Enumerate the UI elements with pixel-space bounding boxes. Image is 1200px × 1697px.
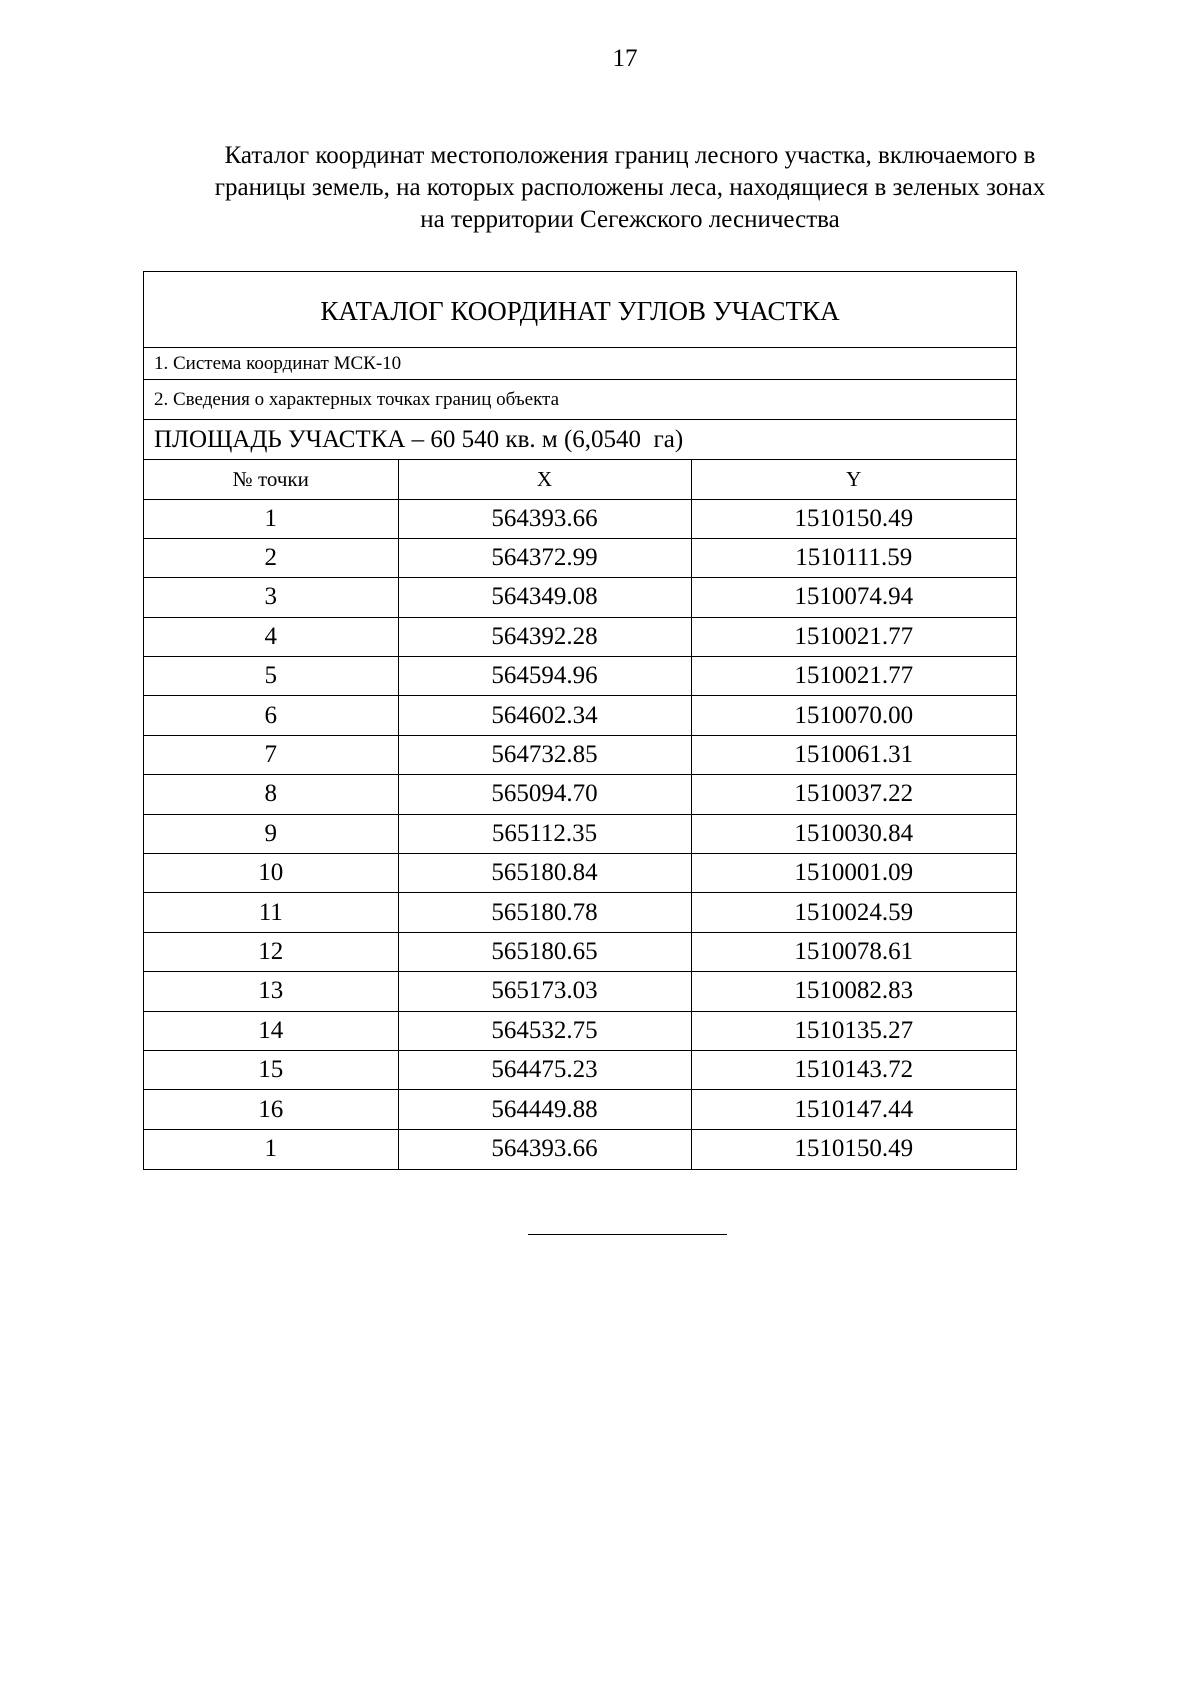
table-row <box>144 657 1016 696</box>
point-number-cell: 1 <box>144 1129 398 1168</box>
coordinates-table <box>144 460 1016 1169</box>
point-number-cell: 15 <box>144 1050 398 1089</box>
column-header-y: Y <box>691 460 1016 499</box>
point-number-cell: 13 <box>144 972 398 1011</box>
table-row <box>144 1090 1016 1129</box>
y-coordinate-cell: 1510111.59 <box>691 538 1016 577</box>
point-number-cell: 9 <box>144 814 398 853</box>
document-title-line: границы земель, на которых расположены леса, находящиеся в зеленых зонах <box>214 174 1046 201</box>
x-coordinate-cell: 565180.84 <box>398 854 691 893</box>
x-coordinate-cell: 564449.88 <box>398 1090 691 1129</box>
column-header-x: X <box>398 460 691 499</box>
table-row <box>144 1129 1016 1168</box>
y-coordinate-cell: 1510001.09 <box>691 854 1016 893</box>
document-title-line: на территории Сегежского лесничества <box>420 206 840 233</box>
point-number-cell: 11 <box>144 893 398 932</box>
y-coordinate-cell: 1510143.72 <box>691 1050 1016 1089</box>
table-row <box>144 617 1016 656</box>
x-coordinate-cell: 564392.28 <box>398 617 691 656</box>
x-coordinate-cell: 565180.78 <box>398 893 691 932</box>
y-coordinate-cell: 1510030.84 <box>691 814 1016 853</box>
point-number-cell: 7 <box>144 735 398 774</box>
table-row <box>144 775 1016 814</box>
document-title <box>140 140 1120 236</box>
column-header-point: № точки <box>144 460 398 499</box>
table-row <box>144 932 1016 971</box>
y-coordinate-cell: 1510074.94 <box>691 578 1016 617</box>
point-number-cell: 14 <box>144 1011 398 1050</box>
point-number-cell: 12 <box>144 932 398 971</box>
table-row <box>144 1050 1016 1089</box>
table-row <box>144 893 1016 932</box>
x-coordinate-cell: 564602.34 <box>398 696 691 735</box>
x-coordinate-cell: 564349.08 <box>398 578 691 617</box>
y-coordinate-cell: 1510061.31 <box>691 735 1016 774</box>
table-row <box>144 854 1016 893</box>
table-row <box>144 578 1016 617</box>
table-row <box>144 814 1016 853</box>
y-coordinate-cell: 1510024.59 <box>691 893 1016 932</box>
points-info-row: 2. Сведения о характерных точках границ объекта <box>144 380 1016 420</box>
y-coordinate-cell: 1510150.49 <box>691 499 1016 538</box>
x-coordinate-cell: 564594.96 <box>398 657 691 696</box>
x-coordinate-cell: 565180.65 <box>398 932 691 971</box>
page-number: 17 <box>612 45 638 72</box>
y-coordinate-cell: 1510021.77 <box>691 657 1016 696</box>
table-row <box>144 538 1016 577</box>
point-number-cell: 1 <box>144 499 398 538</box>
y-coordinate-cell: 1510082.83 <box>691 972 1016 1011</box>
document-title-line: Каталог координат местоположения границ лесного участка, включаемого в <box>224 142 1036 169</box>
coordinates-catalog <box>143 271 1017 1170</box>
y-coordinate-cell: 1510037.22 <box>691 775 1016 814</box>
x-coordinate-cell: 565112.35 <box>398 814 691 853</box>
y-coordinate-cell: 1510021.77 <box>691 617 1016 656</box>
x-coordinate-cell: 565173.03 <box>398 972 691 1011</box>
y-coordinate-cell: 1510070.00 <box>691 696 1016 735</box>
table-row <box>144 735 1016 774</box>
x-coordinate-cell: 564532.75 <box>398 1011 691 1050</box>
point-number-cell: 2 <box>144 538 398 577</box>
x-coordinate-cell: 564393.66 <box>398 499 691 538</box>
x-coordinate-cell: 564372.99 <box>398 538 691 577</box>
point-number-cell: 3 <box>144 578 398 617</box>
point-number-cell: 5 <box>144 657 398 696</box>
table-header-row <box>144 460 1016 499</box>
end-divider <box>528 1234 727 1235</box>
y-coordinate-cell: 1510150.49 <box>794 1135 914 1163</box>
point-number-cell: 6 <box>144 696 398 735</box>
x-coordinate-cell: 565094.70 <box>398 775 691 814</box>
catalog-header: КАТАЛОГ КООРДИНАТ УГЛОВ УЧАСТКА <box>144 272 1016 348</box>
coordinate-system-row: 1. Система координат МСК-10 <box>144 348 1016 380</box>
point-number-cell: 16 <box>144 1090 398 1129</box>
x-coordinate-cell: 564393.66 <box>398 1129 691 1168</box>
point-number-cell: 10 <box>144 854 398 893</box>
y-coordinate-cell: 1510147.44 <box>691 1090 1016 1129</box>
y-coordinate-cell: 1510078.61 <box>691 932 1016 971</box>
x-coordinate-cell: 564475.23 <box>398 1050 691 1089</box>
area-row: ПЛОЩАДЬ УЧАСТКА – 60 540 кв. м (6,0540 га) <box>144 420 1016 460</box>
point-number-cell: 4 <box>144 617 398 656</box>
table-row <box>144 499 1016 538</box>
y-coordinate-cell: 1510135.27 <box>691 1011 1016 1050</box>
table-row <box>144 1011 1016 1050</box>
x-coordinate-cell: 564732.85 <box>398 735 691 774</box>
table-row <box>144 972 1016 1011</box>
point-number-cell: 8 <box>144 775 398 814</box>
coordinates-table-body <box>144 499 1016 1169</box>
table-row <box>144 696 1016 735</box>
